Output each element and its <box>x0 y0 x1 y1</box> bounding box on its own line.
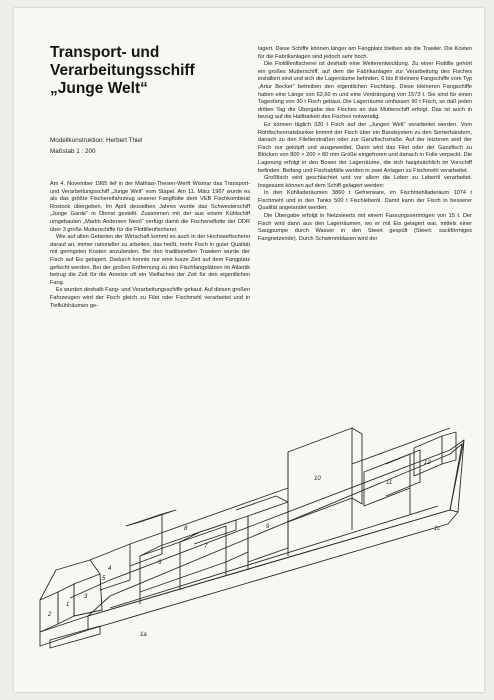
label-6: 6 <box>158 560 162 566</box>
stern-part-3 <box>74 574 102 616</box>
deck-edge <box>70 440 464 598</box>
label-1a: 1a <box>140 632 147 638</box>
compartment-7 <box>180 526 226 578</box>
title-line-1: Transport- und <box>50 44 160 61</box>
label-12: 12 <box>424 460 431 466</box>
label-7: 7 <box>204 544 208 550</box>
label-9: 9 <box>266 524 270 530</box>
label-4: 4 <box>108 566 112 572</box>
paragraph: Es können täglich 320 t Fisch auf der „Jungen Welt“ verarbeitet werden. Vom Rohfischvorratsbunker kommt der Fisch über ein Bandsystem zu den Sortierbändern, danach zu den Filetierstraßen oder zur Ganzfischstraße. Auf der letzteren wird der Fisch nur geköpft und ausgeweidet. Dann wird das Filet oder der Ganzfisch zu Blöcken von 800 × 200 × 80 mm Größe eingefroren und danach in Folie verpackt. Die Lagerung erfolgt in den Boxen der Lagerräume, die sich hauptsächlich im Vorschiff befinden. Beifang und Fischabfälle werden in zwei Anlagen zu Fischmehl verarbeitet. <box>258 121 472 174</box>
keel-piece-1a <box>50 626 100 648</box>
label-1c: 1c <box>434 526 441 532</box>
label-3: 3 <box>84 594 88 600</box>
paragraph: Die Flottillenfischerei ist deshalb eine Weiterentwicklung. Zu einer Flottille gehört ein großes Mutterschiff, auf dem die Fabrikanlagen zur Verarbeitung des Fisches installiert sind und sich die Lagerräume befinden. 6 bis 8 kleinere Fangschiffe vom Typ „Artur Becker“ betreiben den eigentlichen Fischfang. Diese kleineren Fangschiffe haben eine Länge von 62,60 m und eine Verdrängung von 1573 t. Sie sind für einen Tagesfang von 30 t Fisch gebaut. Die Lagerräume umfassen 90 t Fisch, so daß jeden dritten Tag die Übergabe des Fisches an das Mutterschiff erfolgt. Das ist auch in bezug auf die Haltbarkeit des Fisches notwendig. <box>258 61 472 121</box>
hull-side-wall <box>88 444 462 630</box>
compartment-6 <box>140 542 180 592</box>
hull-svg <box>30 384 468 684</box>
stern-frame <box>40 560 100 600</box>
inner-strake <box>110 506 441 608</box>
article-title <box>50 44 240 98</box>
label-11: 11 <box>386 480 393 486</box>
label-1: 1 <box>66 602 70 608</box>
article-meta <box>50 135 240 157</box>
label-2: 2 <box>48 612 52 618</box>
label-10: 10 <box>314 476 321 482</box>
title-line-3: „Junge Welt“ <box>50 80 148 97</box>
deck-line <box>130 428 450 544</box>
hull-construction-drawing <box>30 384 468 684</box>
deckhouse <box>126 514 162 566</box>
compartment-12 <box>414 436 442 476</box>
compartment-9 <box>248 502 288 562</box>
deckhouse-top <box>126 510 176 526</box>
right-column <box>258 46 472 243</box>
scale-note: Maßstab 1 : 200 <box>50 148 96 155</box>
paragraph: Die Übergabe erfolgt in Netzsteerts mit einem Fassungsvermögen von 15 t. Der Fisch wird dann aus den Lagerräumen, wo er mit Eis gelagert war, mittels einer Saugpumpe durch Wasser in den Steert gespült (Steert: sackförmiges Fangnetzende). Durch Schwimmblasen wird der <box>258 213 472 242</box>
label-5: 5 <box>102 576 106 582</box>
paragraph: lagert. Diese Schiffe können länger am Fangplatz bleiben als die Trawler. Die Kosten für die Fabrikanlagen sind jedoch sehr hoch. <box>258 46 472 60</box>
paragraph: Es wurden deshalb Fang- und Verarbeitungsschiffe gebaut. Auf diesen großen Fahrzeugen wird der Fisch gleich zu Filet oder Fischmehl verarbeitet und in Tiefkühlräumen ge- <box>50 287 250 309</box>
bow <box>450 440 464 512</box>
left-column <box>50 181 250 310</box>
compartment-9-top <box>236 496 288 510</box>
construction-credit: Modellkonstruktion: Herbert Thiel <box>50 137 143 144</box>
paragraph: Großfisch wird geschlachtet und vor allem die Leber zu Leberöl verarbeitet. Insgesamt können auf dem Schiff gelagert werden: <box>258 175 472 189</box>
forepeak <box>442 432 456 464</box>
frame-lines <box>140 488 410 604</box>
title-line-2: Verarbeitungsschiff <box>50 62 195 79</box>
paragraph: Am 4. November 1965 lief in der Mathias-Thesen-Werft Wismar das Transport- und Verarbeitungsschiff „Junge Welt“ vom Stapel. Am 11. März 1967 wurde es als das größte Fischereifahrzeug unserer Fangflotte dem VEB Fischkombinat Rostock übergeben. Im April desselben Jahres wurde das Schwesterschiff „Junge Garde“ in Dienst gestellt. Zusammen mit der aus einem Kühlschiff umgebauten „Martin Andersen Nexö“ verfügt damit die Fischereiflotte der DDR über 3 große Mutterschiffe für die Flottillenfischerei. <box>50 181 250 233</box>
paragraph: In den Kühlladeräumen 3860 t Gefrierware, im Fischmehlladeraum 1074 t Fischmehl und in den Tanks 500 t Fischleberöl. Damit kann der Fisch in besserer Qualität angelandet werden. <box>258 190 472 212</box>
label-8: 8 <box>184 526 188 532</box>
paragraph: Wie auf allen Gebieten der Wirtschaft kommt es auch in der Hochseefischerei darauf an, immer rationeller zu arbeiten, das heißt, mehr Fisch in guter Qualität mit geringsten Kosten anzulanden. Bei den traditionellen Trawlern wurde der Fisch auf Eis gelagert. Dadurch konnte nur eine kurze Zeit auf dem Fangplatz gefischt werden. Bei der großen Entfernung zu den Fischfangplätzen im Atlantik betrug die Zeit für die Anreise oft ein Vielfaches der Zeit für den eigentlichen Fang. <box>50 234 250 286</box>
